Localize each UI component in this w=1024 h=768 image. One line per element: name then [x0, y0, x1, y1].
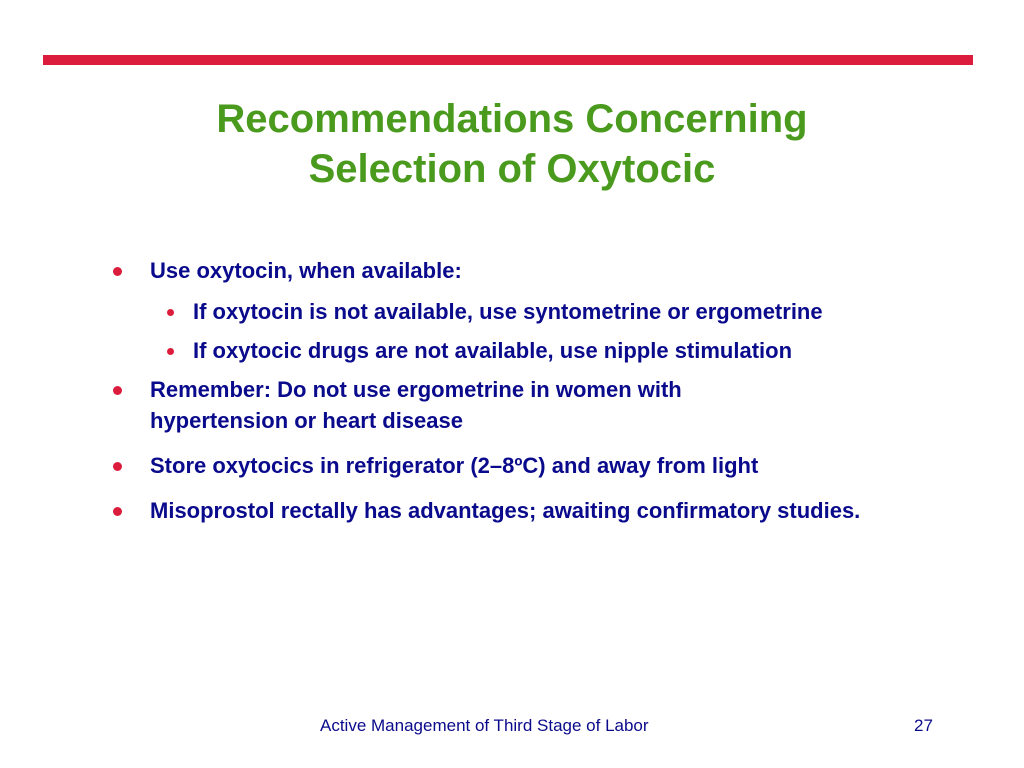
sub-bullet-dot-icon — [167, 348, 174, 355]
bullet-dot-icon — [113, 267, 122, 276]
slide-title — [0, 94, 1024, 194]
footer-title: Active Management of Third Stage of Labor — [320, 716, 649, 735]
bullet-text: Misoprostol rectally has advantages; awaiting confirmatory studies. — [150, 498, 861, 523]
bullet-item — [110, 450, 910, 481]
page-number: 27 — [914, 716, 933, 735]
sub-bullet-text: If oxytocic drugs are not available, use nipple stimulation — [193, 338, 793, 363]
sub-bullet-item — [110, 335, 910, 366]
top-accent-bar — [43, 55, 973, 65]
title-line-1: Recommendations Concerning — [216, 97, 808, 141]
bullet-dot-icon — [113, 462, 122, 471]
bullet-item — [110, 374, 810, 436]
sub-bullet-text: If oxytocin is not available, use syntometrine or ergometrine — [193, 299, 823, 324]
sub-bullet-item — [110, 296, 833, 327]
bullet-dot-icon — [113, 507, 122, 516]
bullet-item — [110, 255, 910, 286]
bullet-text: Use oxytocin, when available: — [150, 258, 462, 283]
bullet-text: Remember: Do not use ergometrine in women with hypertension or heart disease — [150, 377, 682, 433]
bullet-item — [110, 495, 910, 526]
bullet-dot-icon — [113, 386, 122, 395]
bullet-list — [110, 255, 910, 526]
sub-bullet-dot-icon — [167, 309, 174, 316]
title-line-2: Selection of Oxytocic — [308, 147, 716, 191]
bullet-text: Store oxytocics in refrigerator (2–8ºC) and away from light — [150, 453, 759, 478]
